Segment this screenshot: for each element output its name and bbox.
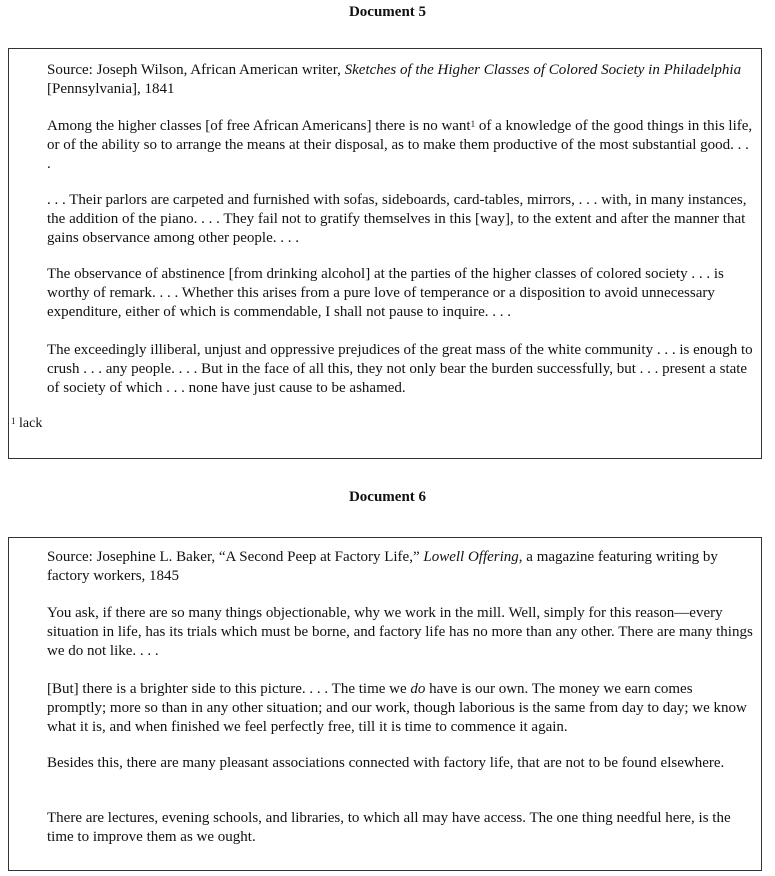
footnote-text: lack (15, 416, 43, 431)
document-6-box (8, 537, 762, 871)
document-5-source (47, 61, 755, 99)
emphasis: do (410, 681, 426, 697)
document-5-paragraph-4: The exceedingly illiberal, unjust and oppressive prejudices of the great mass of the white community . . . is enough to crush . . . any people. . . . But in the face of all this, they not only bear the burden successfully, but . . . present a state of society of which . . . none have just cause to be ashamed. (47, 342, 753, 396)
source-suffix: [Pennsylvania], 1841 (47, 81, 175, 97)
document-5-box (8, 48, 762, 459)
source-prefix: Source: Joseph Wilson, African American writer, (47, 62, 345, 78)
document-6-source (47, 548, 755, 586)
paragraph-text: of a knowledge of the good things in this life, or of the ability so to arrange the means at their disposal, as to make them productive of the most substantial good. . . . (47, 118, 753, 172)
document-5-title: Document 5 (348, 4, 427, 20)
paragraph-text: [But] there is a brighter side to this picture. . . . The time we (47, 681, 411, 697)
paragraph-text: Among the higher classes [of free African Americans] there is no want (47, 118, 471, 134)
document-6-paragraph-3: Besides this, there are many pleasant associations connected with factory life, that are not to be found elsewhere. (47, 755, 725, 771)
footnote-number: 1 (11, 416, 16, 426)
footnote-ref: 1 (470, 119, 476, 129)
document-5-footnote (11, 415, 42, 433)
source-prefix: Source: Josephine L. Baker, “A Second Peep at Factory Life,” (47, 549, 424, 565)
document-5-paragraph-1 (47, 117, 755, 174)
document-6-paragraph-1: You ask, if there are so many things objectionable, why we work in the mill. Well, simply for this reason—every situation in life, has its trials which must be borne, and factory life has no more than any other. There are many things we do not like. . . . (47, 605, 753, 659)
document-6-paragraph-4: There are lectures, evening schools, and libraries, to which all may have access. The one thing needful here, is the time to improve them as we ought. (47, 810, 731, 845)
source-suffix: , a magazine featuring writing by factory workers, 1845 (47, 549, 718, 584)
paragraph-text: have is our own. The money we earn comes promptly; more so than in any other situation; and our work, though laborious is the same from day to day; we know what it is, and when finished we feel perfectly free, till it is time to commence it again. (47, 681, 747, 735)
document-5-paragraph-2: . . . Their parlors are carpeted and furnished with sofas, sideboards, card-tables, mirrors, . . . with, in many instances, the addition of the piano. . . . They fail not to gratify themselves in this [way], to the extent and after the manner that gains observance among other people. . . . (47, 192, 747, 246)
document-6-title: Document 6 (348, 489, 427, 505)
document-6-paragraph-2 (47, 680, 755, 737)
source-title: Lowell Offering (423, 549, 519, 565)
source-title: Sketches of the Higher Classes of Colored Society in Philadelphia (344, 62, 742, 78)
document-5-paragraph-3: The observance of abstinence [from drinking alcohol] at the parties of the higher classes of colored society . . . is worthy of remark. . . . Whether this arises from a pure love of temperance or a disposition to avoid unnecessary expenditure, either of which is commendable, I shall not pause to inquire. . . . (47, 266, 724, 320)
